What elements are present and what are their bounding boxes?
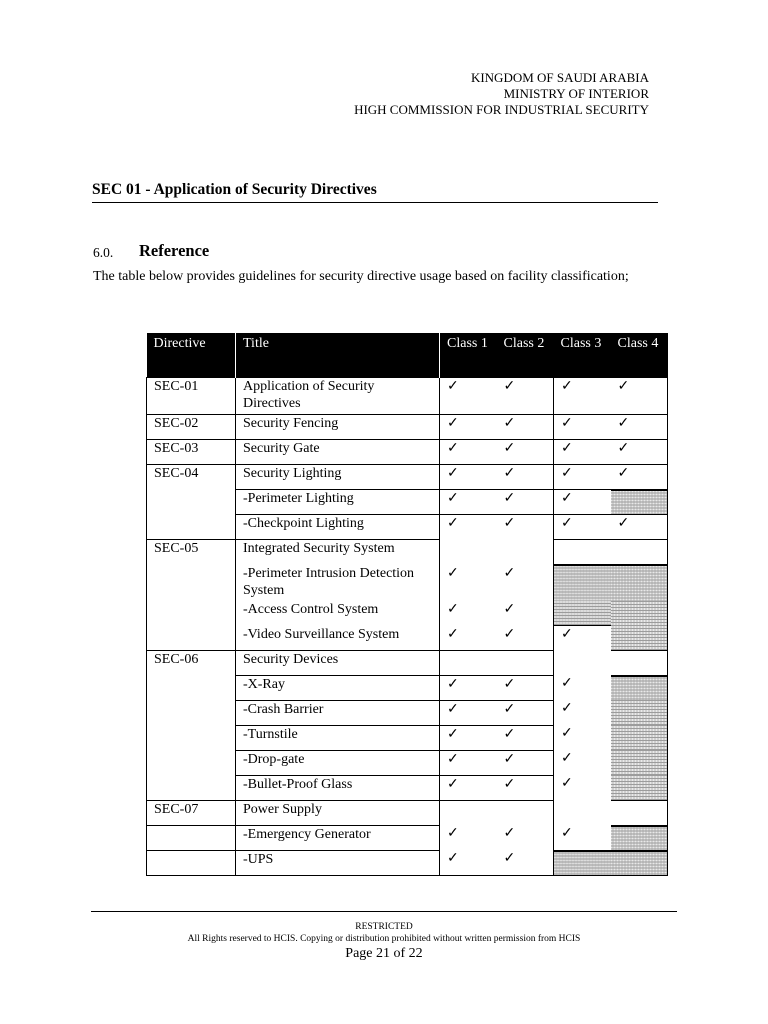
class-4-cell bbox=[611, 490, 668, 515]
class-4-cell bbox=[611, 800, 668, 825]
title-cell: -X-Ray bbox=[236, 675, 440, 700]
title-cell: -Emergency Generator bbox=[236, 825, 440, 850]
checkmark-icon: ✓ bbox=[447, 379, 459, 394]
class-2-cell bbox=[497, 725, 554, 750]
directive-cell: SEC-01 bbox=[147, 378, 236, 415]
class-3-cell bbox=[554, 800, 611, 825]
checkmark-icon: ✓ bbox=[447, 516, 459, 531]
class-1-cell bbox=[440, 490, 497, 515]
directive-cell bbox=[147, 700, 236, 725]
class-3-cell bbox=[554, 565, 611, 602]
class-1-cell bbox=[440, 540, 497, 565]
checkmark-icon: ✓ bbox=[503, 626, 516, 642]
header-class-3: Class 3 bbox=[554, 333, 611, 378]
directive-table bbox=[146, 333, 668, 876]
class-2-cell bbox=[497, 626, 554, 651]
class-3-cell bbox=[554, 850, 611, 875]
class-4-cell bbox=[611, 515, 668, 540]
header-commission: HIGH COMMISSION FOR INDUSTRIAL SECURITY bbox=[354, 102, 649, 117]
directive-cell bbox=[147, 825, 236, 850]
class-3-cell bbox=[554, 540, 611, 565]
table-row bbox=[147, 626, 668, 651]
checkmark-icon: ✓ bbox=[503, 701, 516, 717]
checkmark-icon: ✓ bbox=[617, 466, 630, 481]
directive-cell: SEC-02 bbox=[147, 415, 236, 440]
class-3-cell bbox=[554, 626, 611, 651]
title-cell: -Access Control System bbox=[236, 601, 440, 626]
class-2-cell bbox=[497, 490, 554, 515]
checkmark-icon: ✓ bbox=[503, 676, 516, 692]
checkmark-icon: ✓ bbox=[617, 441, 630, 456]
checkmark-icon: ✓ bbox=[447, 751, 459, 767]
header-class-2: Class 2 bbox=[497, 333, 554, 378]
title-cell: -Perimeter Lighting bbox=[236, 490, 440, 515]
class-3-cell bbox=[554, 675, 611, 700]
class-4-cell bbox=[611, 700, 668, 725]
class-4-cell bbox=[611, 725, 668, 750]
class-4-cell bbox=[611, 601, 668, 626]
class-2-cell bbox=[497, 540, 554, 565]
class-1-cell bbox=[440, 775, 497, 800]
table-row bbox=[147, 700, 668, 725]
class-3-cell bbox=[554, 465, 611, 490]
checkmark-icon: ✓ bbox=[503, 602, 516, 617]
class-3-cell bbox=[554, 750, 611, 775]
checkmark-icon: ✓ bbox=[561, 676, 573, 691]
class-2-cell bbox=[497, 465, 554, 490]
table-row bbox=[147, 601, 668, 626]
class-1-cell bbox=[440, 515, 497, 540]
checkmark-icon: ✓ bbox=[561, 441, 573, 456]
directive-cell bbox=[147, 850, 236, 875]
table-row bbox=[147, 650, 668, 675]
title-cell: Security Devices bbox=[236, 650, 440, 675]
class-3-cell bbox=[554, 601, 611, 626]
class-1-cell bbox=[440, 378, 497, 415]
checkmark-icon: ✓ bbox=[447, 565, 459, 581]
checkmark-icon: ✓ bbox=[503, 565, 516, 581]
checkmark-icon: ✓ bbox=[561, 491, 573, 506]
checkmark-icon: ✓ bbox=[561, 726, 573, 741]
class-4-cell bbox=[611, 650, 668, 675]
class-1-cell bbox=[440, 650, 497, 675]
class-1-cell bbox=[440, 440, 497, 465]
checkmark-icon: ✓ bbox=[503, 416, 516, 431]
header-title: Title bbox=[236, 333, 440, 378]
table-row bbox=[147, 750, 668, 775]
table-row bbox=[147, 675, 668, 700]
footer-rights-notice: All Rights reserved to HCIS. Copying or distribution prohibited without written permission from HCIS bbox=[187, 934, 581, 944]
class-4-cell bbox=[611, 626, 668, 651]
header-class-1: Class 1 bbox=[440, 333, 497, 378]
class-3-cell bbox=[554, 415, 611, 440]
table-row bbox=[147, 825, 668, 850]
class-3-cell bbox=[554, 440, 611, 465]
checkmark-icon: ✓ bbox=[447, 676, 459, 692]
class-3-cell bbox=[554, 700, 611, 725]
class-1-cell bbox=[440, 850, 497, 875]
class-4-cell bbox=[611, 565, 668, 602]
checkmark-icon: ✓ bbox=[447, 776, 459, 792]
class-4-cell bbox=[611, 775, 668, 800]
checkmark-icon: ✓ bbox=[617, 416, 630, 431]
title-cell: -Perimeter Intrusion Detection System bbox=[236, 565, 440, 602]
class-3-cell bbox=[554, 725, 611, 750]
table-row bbox=[147, 415, 668, 440]
title-cell: Application of Security Directives bbox=[236, 378, 440, 415]
class-4-cell bbox=[611, 540, 668, 565]
checkmark-icon: ✓ bbox=[503, 851, 516, 866]
directive-cell bbox=[147, 675, 236, 700]
page-number: Page 21 of 22 bbox=[345, 946, 423, 961]
class-2-cell bbox=[497, 650, 554, 675]
table-row bbox=[147, 775, 668, 800]
checkmark-icon: ✓ bbox=[503, 466, 516, 481]
checkmark-icon: ✓ bbox=[617, 379, 630, 394]
checkmark-icon: ✓ bbox=[447, 626, 459, 642]
directive-cell bbox=[147, 725, 236, 750]
checkmark-icon: ✓ bbox=[503, 751, 516, 767]
checkmark-icon: ✓ bbox=[561, 416, 573, 431]
title-cell: -Checkpoint Lighting bbox=[236, 515, 440, 540]
class-1-cell bbox=[440, 415, 497, 440]
table-row bbox=[147, 800, 668, 825]
checkmark-icon: ✓ bbox=[447, 826, 459, 841]
checkmark-icon: ✓ bbox=[447, 701, 459, 717]
table-row bbox=[147, 540, 668, 565]
class-2-cell bbox=[497, 700, 554, 725]
table-row bbox=[147, 378, 668, 415]
checkmark-icon: ✓ bbox=[503, 379, 516, 394]
class-1-cell bbox=[440, 750, 497, 775]
section-divider bbox=[92, 202, 658, 203]
checkmark-icon: ✓ bbox=[447, 602, 459, 617]
class-4-cell bbox=[611, 440, 668, 465]
directive-cell: SEC-04 bbox=[147, 465, 236, 490]
directive-cell: SEC-06 bbox=[147, 650, 236, 675]
class-1-cell bbox=[440, 465, 497, 490]
class-1-cell bbox=[440, 565, 497, 602]
class-4-cell bbox=[611, 750, 668, 775]
class-2-cell bbox=[497, 775, 554, 800]
class-2-cell bbox=[497, 378, 554, 415]
directive-cell bbox=[147, 515, 236, 540]
directive-cell bbox=[147, 750, 236, 775]
class-2-cell bbox=[497, 565, 554, 602]
checkmark-icon: ✓ bbox=[447, 851, 459, 866]
directive-cell bbox=[147, 490, 236, 515]
title-cell: -Crash Barrier bbox=[236, 700, 440, 725]
class-1-cell bbox=[440, 725, 497, 750]
class-4-cell bbox=[611, 378, 668, 415]
class-3-cell bbox=[554, 650, 611, 675]
class-2-cell bbox=[497, 675, 554, 700]
table-row bbox=[147, 440, 668, 465]
checkmark-icon: ✓ bbox=[503, 826, 516, 841]
checkmark-icon: ✓ bbox=[503, 726, 516, 742]
reference-intro: The table below provides guidelines for security directive usage based on facility classification; bbox=[93, 269, 629, 284]
checkmark-icon: ✓ bbox=[561, 379, 573, 394]
class-1-cell bbox=[440, 626, 497, 651]
header-ministry: MINISTRY OF INTERIOR bbox=[503, 86, 649, 101]
class-1-cell bbox=[440, 675, 497, 700]
checkmark-icon: ✓ bbox=[447, 491, 459, 506]
class-4-cell bbox=[611, 415, 668, 440]
checkmark-icon: ✓ bbox=[561, 516, 573, 531]
checkmark-icon: ✓ bbox=[503, 491, 516, 506]
checkmark-icon: ✓ bbox=[447, 726, 459, 742]
title-cell: Security Fencing bbox=[236, 415, 440, 440]
title-cell: Security Gate bbox=[236, 440, 440, 465]
table-row bbox=[147, 465, 668, 490]
checkmark-icon: ✓ bbox=[447, 441, 459, 456]
footer-divider bbox=[91, 911, 677, 912]
document-header bbox=[354, 70, 649, 118]
directive-cell bbox=[147, 626, 236, 651]
checkmark-icon: ✓ bbox=[447, 416, 459, 431]
title-cell: -Turnstile bbox=[236, 725, 440, 750]
header-directive: Directive bbox=[147, 333, 236, 378]
class-1-cell bbox=[440, 700, 497, 725]
checkmark-icon: ✓ bbox=[561, 826, 573, 841]
class-1-cell bbox=[440, 601, 497, 626]
table-row bbox=[147, 490, 668, 515]
table-row bbox=[147, 515, 668, 540]
class-4-cell bbox=[611, 465, 668, 490]
title-cell: Power Supply bbox=[236, 800, 440, 825]
reference-heading: Reference bbox=[139, 241, 210, 260]
class-3-cell bbox=[554, 490, 611, 515]
table-header-row bbox=[147, 333, 668, 378]
class-4-cell bbox=[611, 675, 668, 700]
checkmark-icon: ✓ bbox=[503, 776, 516, 792]
checkmark-icon: ✓ bbox=[561, 701, 573, 716]
title-cell: -Bullet-Proof Glass bbox=[236, 775, 440, 800]
footer-classification: RESTRICTED bbox=[355, 922, 413, 932]
header-country: KINGDOM OF SAUDI ARABIA bbox=[470, 70, 649, 85]
class-2-cell bbox=[497, 440, 554, 465]
class-4-cell bbox=[611, 825, 668, 850]
class-2-cell bbox=[497, 825, 554, 850]
checkmark-icon: ✓ bbox=[503, 516, 516, 531]
class-3-cell bbox=[554, 775, 611, 800]
class-2-cell bbox=[497, 800, 554, 825]
title-cell: -UPS bbox=[236, 850, 440, 875]
checkmark-icon: ✓ bbox=[561, 751, 573, 766]
class-3-cell bbox=[554, 378, 611, 415]
title-cell: Security Lighting bbox=[236, 465, 440, 490]
title-cell: -Drop-gate bbox=[236, 750, 440, 775]
checkmark-icon: ✓ bbox=[617, 516, 630, 531]
checkmark-icon: ✓ bbox=[561, 776, 573, 791]
reference-number: 6.0. bbox=[93, 245, 114, 260]
class-2-cell bbox=[497, 601, 554, 626]
directive-cell bbox=[147, 601, 236, 626]
directive-cell bbox=[147, 565, 236, 602]
checkmark-icon: ✓ bbox=[561, 466, 573, 481]
table-row bbox=[147, 565, 668, 602]
class-1-cell bbox=[440, 825, 497, 850]
class-2-cell bbox=[497, 750, 554, 775]
class-2-cell bbox=[497, 515, 554, 540]
table-row bbox=[147, 850, 668, 875]
table-row bbox=[147, 725, 668, 750]
header-class-4: Class 4 bbox=[611, 333, 668, 378]
title-cell: -Video Surveillance System bbox=[236, 626, 440, 651]
class-3-cell bbox=[554, 825, 611, 850]
directive-cell: SEC-03 bbox=[147, 440, 236, 465]
title-cell: Integrated Security System bbox=[236, 540, 440, 565]
directive-cell: SEC-07 bbox=[147, 800, 236, 825]
checkmark-icon: ✓ bbox=[447, 466, 459, 481]
class-3-cell bbox=[554, 515, 611, 540]
class-1-cell bbox=[440, 800, 497, 825]
directive-cell: SEC-05 bbox=[147, 540, 236, 565]
checkmark-icon: ✓ bbox=[561, 627, 573, 642]
section-title: SEC 01 - Application of Security Directives bbox=[92, 181, 377, 198]
class-4-cell bbox=[611, 850, 668, 875]
checkmark-icon: ✓ bbox=[503, 441, 516, 456]
class-2-cell bbox=[497, 415, 554, 440]
directive-cell bbox=[147, 775, 236, 800]
class-2-cell bbox=[497, 850, 554, 875]
